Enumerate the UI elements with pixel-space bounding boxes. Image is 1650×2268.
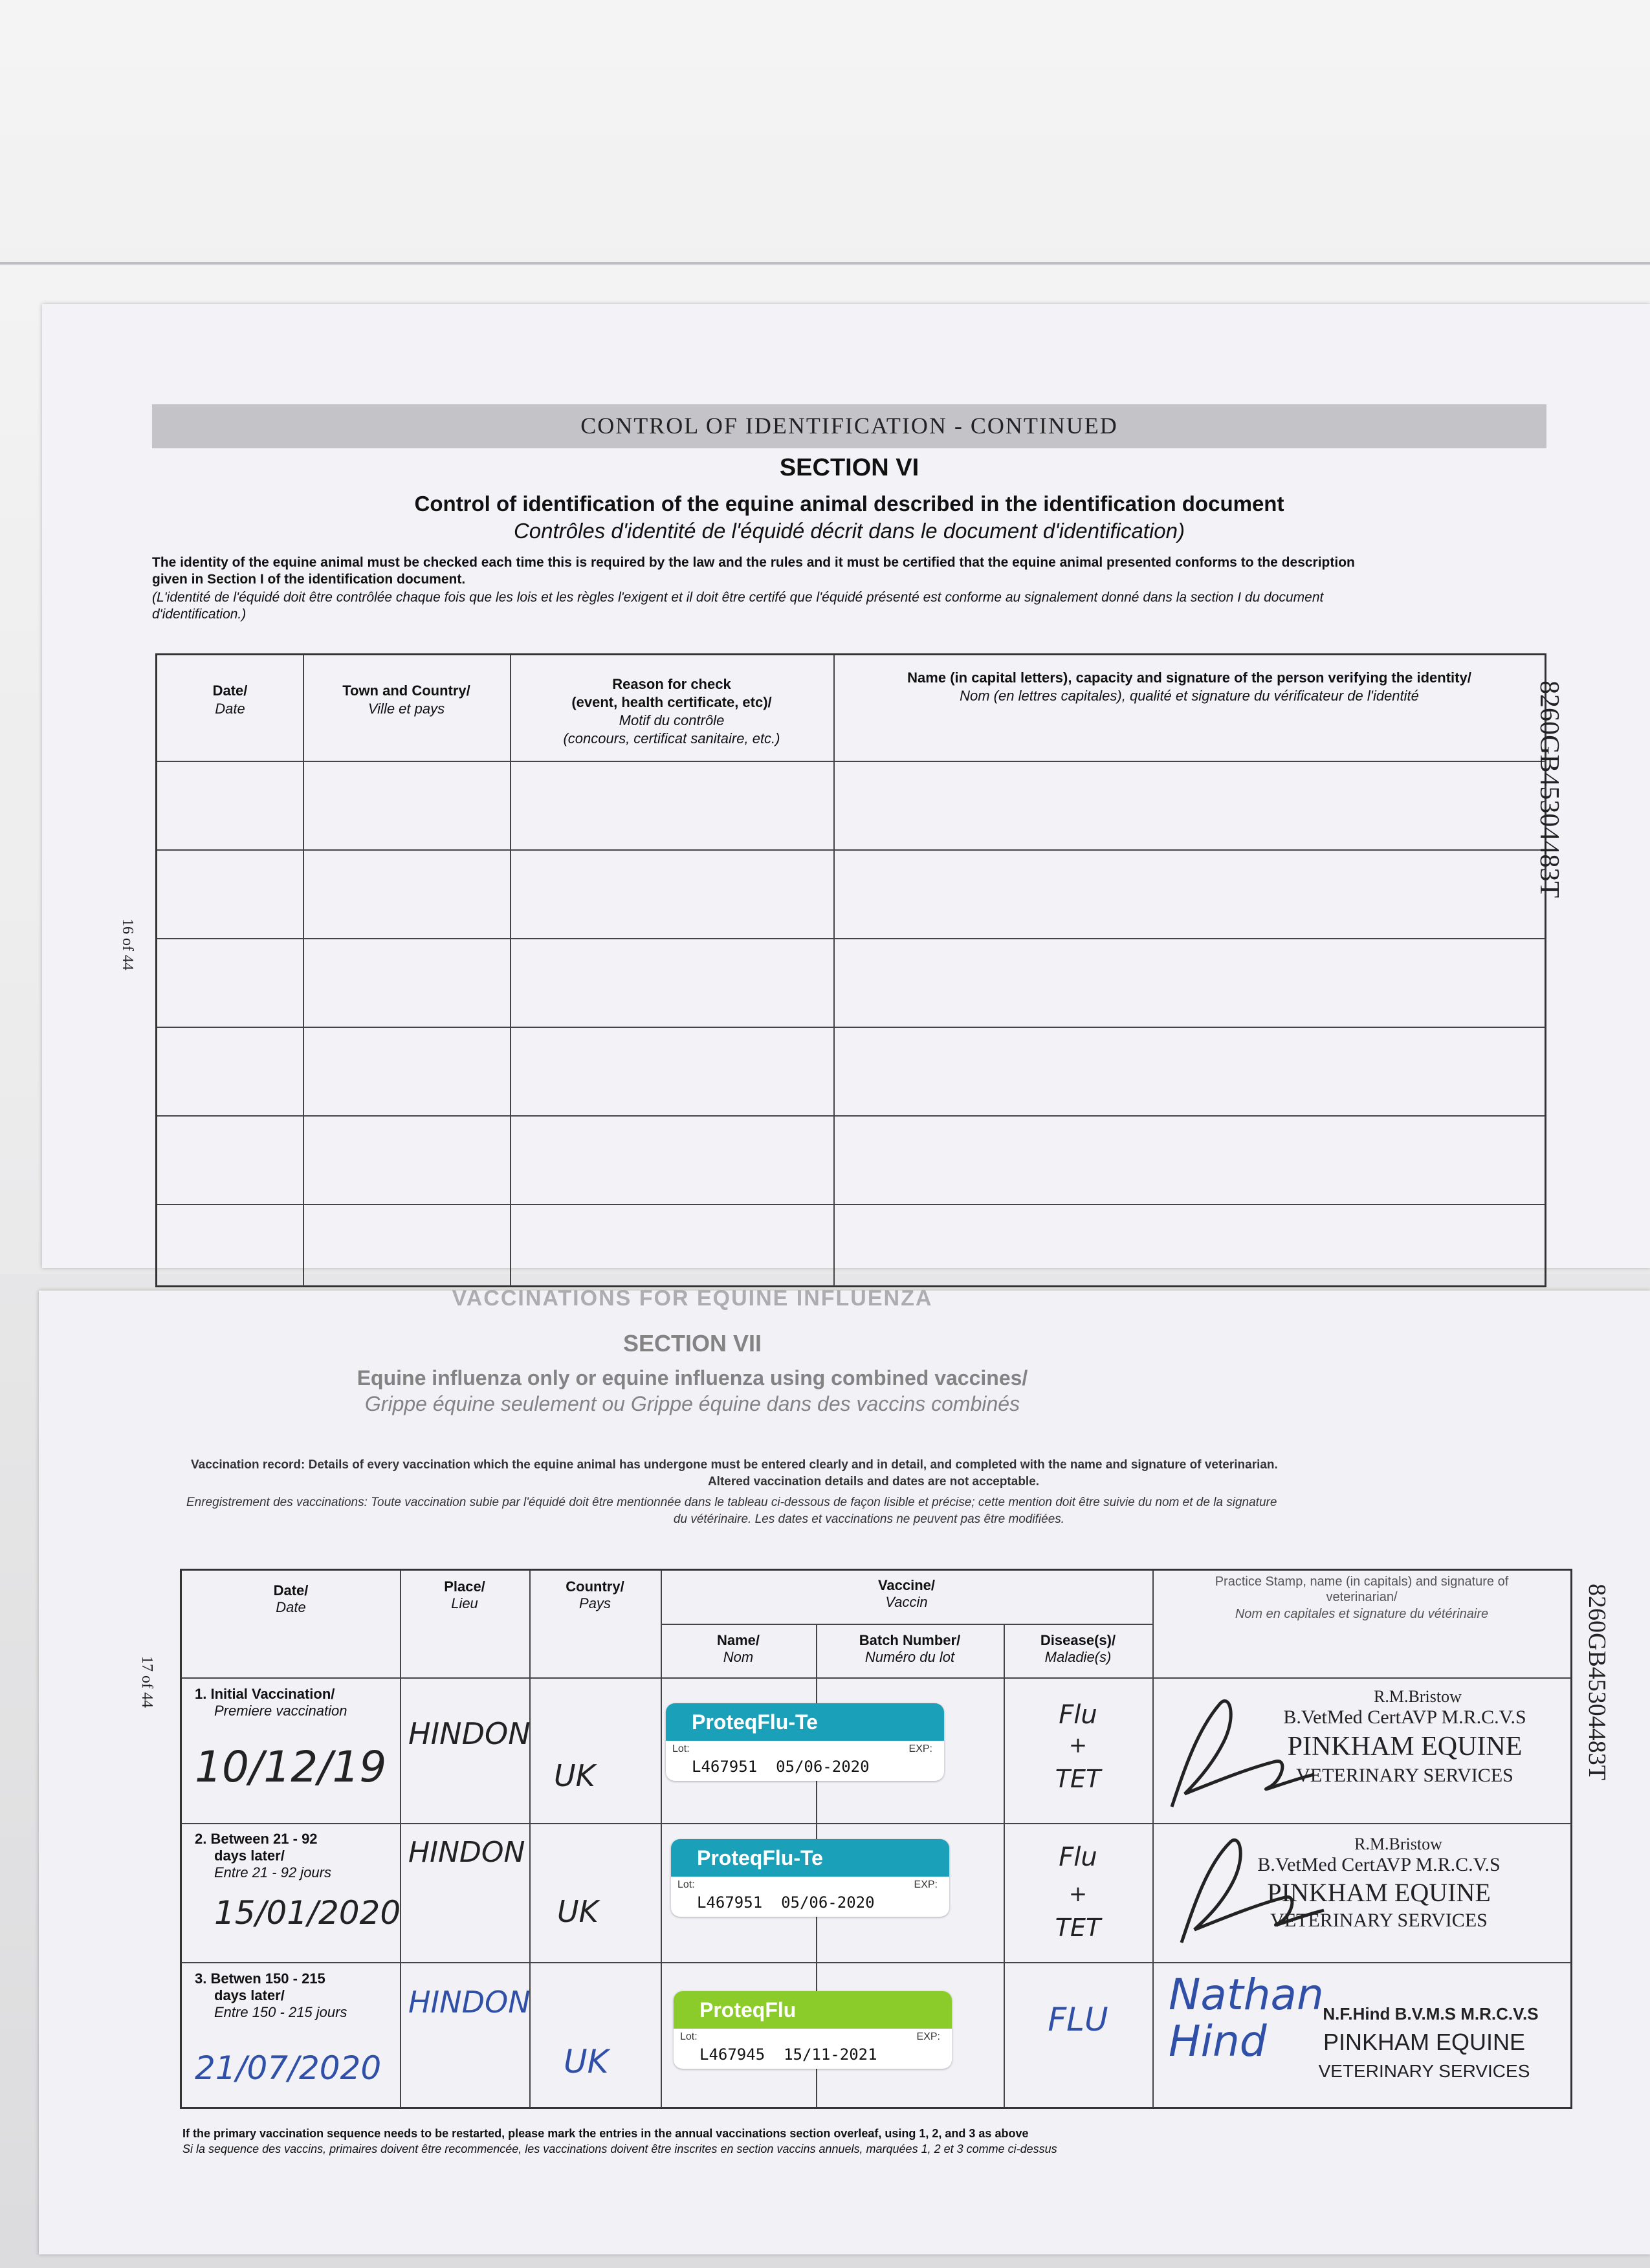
row1-label-en: 1. Initial Vaccination/ xyxy=(195,1686,335,1702)
row3-lot-label: Lot: xyxy=(680,2031,698,2042)
col-vaccine-fr: Vaccin xyxy=(885,1594,928,1610)
row2-place: HINDON xyxy=(408,1836,525,1869)
section-banner xyxy=(152,404,1546,448)
page-number-17: 17 of 44 xyxy=(138,1656,155,1708)
row2-practice-sub: VETERINARY SERVICES xyxy=(1270,1910,1488,1931)
row3-label-en-2: days later/ xyxy=(214,1987,285,2003)
row2-vaccine-name: ProteqFlu-Te xyxy=(671,1839,949,1877)
col-reason-en-2: (event, health certificate, etc)/ xyxy=(571,694,772,710)
row2-date: 15/01/2020 xyxy=(214,1894,401,1932)
row1-disease-1: Flu xyxy=(1059,1700,1097,1730)
vaccination-table xyxy=(180,1569,1572,2109)
row1-vet-quals: B.VetMed CertAVP M.R.C.V.S xyxy=(1283,1706,1526,1728)
row2-label-en-2: days later/ xyxy=(214,1848,285,1864)
row1-country: UK xyxy=(554,1758,595,1793)
row3-vaccine-name: ProteqFlu xyxy=(674,1991,952,2029)
col-batch-en: Batch Number/ xyxy=(859,1632,961,1648)
footer-note-en: If the primary vaccination sequence needs to be restarted, please mark the entries in the annual vaccinations section overleaf, using 1, 2, and 3 as above xyxy=(182,2127,1029,2140)
row3-vet-name: N.F.Hind B.V.M.S M.R.C.V.S xyxy=(1323,2004,1539,2023)
col-disease-en: Disease(s)/ xyxy=(1040,1632,1116,1648)
row3-country: UK xyxy=(564,2043,609,2080)
row2-vet-name: R.M.Bristow xyxy=(1354,1835,1442,1853)
footer-note-fr: Si la sequence des vaccins, primaires doivent être recommencée, les vaccinations doivent être inscrites en section vaccins annuels, marquées 1, 2 et 3 comme ci-dessus xyxy=(182,2143,1057,2155)
row3-label-fr: Entre 150 - 215 jours xyxy=(214,2004,347,2020)
section-title: SECTION VI xyxy=(779,454,919,481)
row2-disease-1: Flu xyxy=(1059,1842,1097,1872)
row2-vet-quals: B.VetMed CertAVP M.R.C.V.S xyxy=(1257,1854,1501,1875)
col-town-en: Town and Country/ xyxy=(342,682,470,699)
record-text-en-1: Vaccination record: Details of every vaccination which the equine animal has undergone must be entered clearly and in detail, and completed with the name and signature of veterinarian. xyxy=(191,1458,1278,1472)
row1-lot-label: Lot: xyxy=(672,1743,690,1754)
row2-practice: PINKHAM EQUINE xyxy=(1267,1878,1491,1907)
vaccination-title-fr: Grippe équine seulement ou Grippe équine dans des vaccins combinés xyxy=(364,1392,1020,1415)
row2-expiry: 05/06-2020 xyxy=(781,1893,875,1912)
row3-lot-number: L467945 xyxy=(699,2045,765,2064)
row1-practice-sub: VETERINARY SERVICES xyxy=(1296,1765,1513,1786)
col-reason-fr-1: Motif du contrôle xyxy=(619,712,725,728)
document-id-bottom: 8260GB45304483T xyxy=(1583,1584,1611,1780)
row3-practice-sub: VETERINARY SERVICES xyxy=(1318,2061,1530,2081)
record-text-fr-2: du vétérinaire. Les dates et vaccinations ne peuvent pas être modifiées. xyxy=(673,1512,1065,1526)
row3-practice: PINKHAM EQUINE xyxy=(1323,2029,1526,2055)
col-date-fr: Date xyxy=(276,1599,306,1615)
row1-expiry: 05/06-2020 xyxy=(776,1758,870,1776)
row3-disease-1: FLU xyxy=(1048,2001,1108,2038)
row2-label-en-1: 2. Between 21 - 92 xyxy=(195,1831,318,1847)
col-stamp-fr: Nom en capitales et signature du vétérinaire xyxy=(1235,1607,1489,1621)
row3-exp-label: EXP: xyxy=(916,2031,940,2042)
col-place-en: Place/ xyxy=(444,1578,485,1595)
col-date-fr: Date xyxy=(215,701,245,717)
row2-label-fr: Entre 21 - 92 jours xyxy=(214,1864,331,1881)
col-disease-fr: Maladie(s) xyxy=(1044,1649,1112,1665)
col-stamp-en-1: Practice Stamp, name (in capitals) and signature of xyxy=(1215,1575,1509,1589)
document-title-fr: Contrôles d'identité de l'équidé décrit dans le document d'identification) xyxy=(513,519,1185,543)
document-title-en: Control of identification of the equine animal described in the identification document xyxy=(414,492,1284,516)
row1-vaccine-sticker xyxy=(666,1703,944,1781)
row1-vet-name: R.M.Bristow xyxy=(1374,1687,1462,1706)
row3-vaccine-sticker xyxy=(674,1991,952,2069)
identification-check-table xyxy=(155,653,1546,1287)
col-date-en: Date/ xyxy=(212,682,248,699)
record-text-en-2: Altered vaccination details and dates are not acceptable. xyxy=(707,1475,1040,1488)
col-verifier-fr: Nom (en lettres capitales), qualité et signature du vérificateur de l'identité xyxy=(960,688,1419,704)
row3-vet-signature: Nathan Hind xyxy=(1169,1970,1324,2066)
col-reason-en-1: Reason for check xyxy=(612,676,731,692)
section-vii-title: SECTION VII xyxy=(622,1330,762,1357)
row1-date: 10/12/19 xyxy=(195,1742,387,1792)
row1-label-fr: Premiere vaccination xyxy=(214,1703,347,1719)
row1-practice: PINKHAM EQUINE xyxy=(1287,1732,1523,1761)
col-vaccine-en: Vaccine/ xyxy=(877,1577,936,1593)
col-country-fr: Pays xyxy=(579,1595,611,1611)
row1-disease-3: TET xyxy=(1055,1765,1101,1793)
record-text-fr-1: Enregistrement des vaccinations: Toute vaccination subie par l'équidé doit être mentionnée dans le tableau ci-dessous de façon lisible et précise; cette mention doit être suivie du nom et de la signature xyxy=(186,1496,1277,1509)
row2-disease-2: + xyxy=(1068,1881,1088,1907)
col-date-en: Date/ xyxy=(273,1582,309,1598)
vaccination-title-en: Equine influenza only or equine influenza using combined vaccines/ xyxy=(357,1366,1028,1390)
col-vaccine-name-en: Name/ xyxy=(716,1632,760,1648)
row1-exp-label: EXP: xyxy=(908,1743,932,1754)
col-stamp-en-2: veterinarian/ xyxy=(1326,1590,1398,1604)
col-country-en: Country/ xyxy=(566,1578,624,1595)
col-verifier-en: Name (in capital letters), capacity and signature of the person verifying the identity/ xyxy=(907,670,1471,686)
row2-exp-label: EXP: xyxy=(914,1879,938,1890)
col-reason-fr-2: (concours, certificat sanitaire, etc.) xyxy=(563,730,780,747)
intro-text-fr-2: d'identification.) xyxy=(152,607,247,622)
row1-disease-2: + xyxy=(1068,1732,1088,1758)
row1-lot-number: L467951 xyxy=(692,1758,758,1776)
row2-vaccine-sticker xyxy=(671,1839,949,1917)
intro-text-fr-1: (L'identité de l'équidé doit être contrôlée chaque fois que les lois et les règles l'exigent et il doit être certifé que l'équidé présenté est conforme au signalement donné dans la section I du document xyxy=(152,590,1324,605)
vaccination-banner: VACCINATIONS FOR EQUINE INFLUENZA xyxy=(452,1286,933,1311)
intro-text-en-1: The identity of the equine animal must be checked each time this is required by the law and the rules and it must be certified that the equine animal presented conforms to the description xyxy=(152,555,1355,570)
row3-expiry: 15/11-2021 xyxy=(784,2045,877,2064)
row3-place: HINDON xyxy=(408,1985,531,2020)
row2-lot-label: Lot: xyxy=(677,1879,695,1890)
row3-date: 21/07/2020 xyxy=(195,2049,382,2087)
row2-lot-number: L467951 xyxy=(697,1893,763,1912)
row2-disease-3: TET xyxy=(1055,1914,1101,1942)
page-number-16: 16 of 44 xyxy=(119,919,136,970)
col-vaccine-name-fr: Nom xyxy=(723,1649,754,1665)
row2-country: UK xyxy=(557,1894,599,1929)
row1-vaccine-name: ProteqFlu-Te xyxy=(666,1703,944,1741)
col-place-fr: Lieu xyxy=(451,1595,478,1611)
intro-text-en-2: given in Section I of the identification document. xyxy=(152,572,466,587)
row3-label-en-1: 3. Betwen 150 - 215 xyxy=(195,1970,325,1987)
col-town-fr: Ville et pays xyxy=(368,701,445,717)
banner-text: CONTROL OF IDENTIFICATION - CONTINUED xyxy=(580,413,1118,439)
col-batch-fr: Numéro du lot xyxy=(864,1649,955,1665)
document-id-top: 8260GB45304483T xyxy=(1534,681,1564,898)
row1-place: HINDON xyxy=(408,1716,531,1751)
